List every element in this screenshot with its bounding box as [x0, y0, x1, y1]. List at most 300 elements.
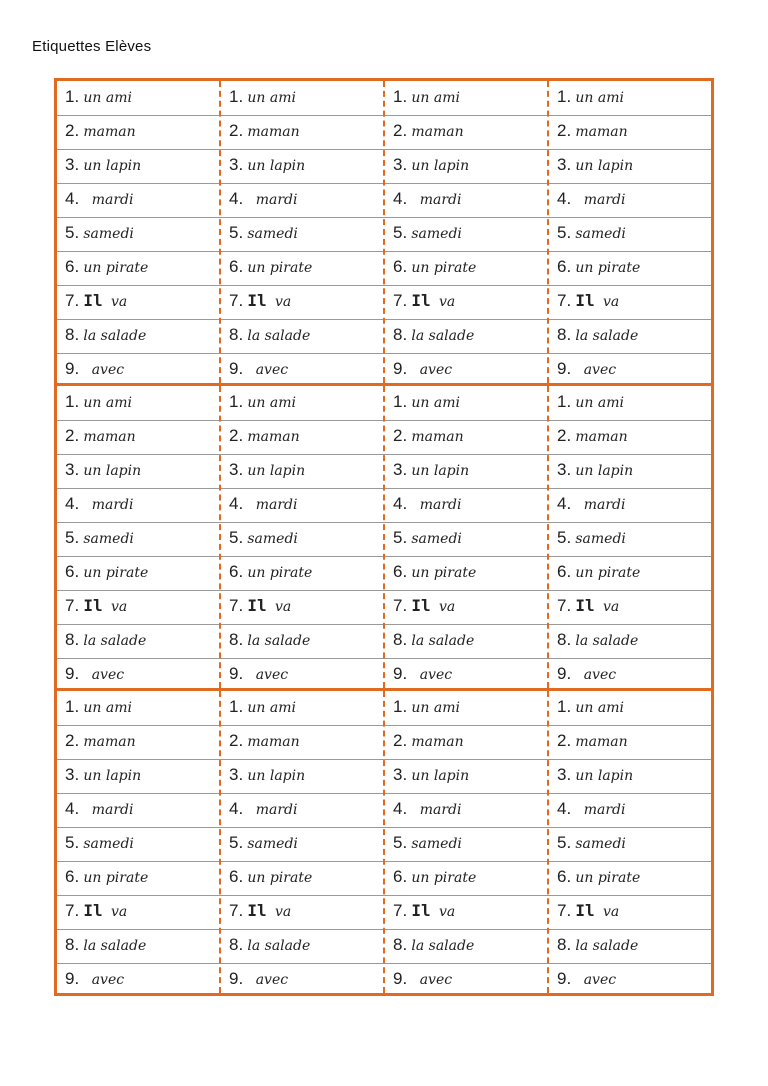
cut-line	[547, 81, 549, 383]
label-number: 1.	[65, 87, 80, 106]
label-number: 7.	[557, 901, 572, 920]
label-word: avec	[583, 972, 617, 988]
word-label	[229, 623, 381, 657]
word-label	[229, 250, 381, 284]
word-label	[393, 352, 545, 386]
word-label	[393, 284, 545, 318]
label-number: 3.	[393, 460, 408, 479]
label-word: samedi	[83, 836, 134, 852]
label-word: mardi	[583, 192, 626, 208]
label-word: un ami	[411, 700, 460, 716]
word-label	[229, 860, 381, 894]
word-label	[557, 114, 709, 148]
label-number: 8.	[557, 935, 572, 954]
label-word: va	[110, 904, 128, 920]
label-word: va	[602, 294, 620, 310]
word-label	[393, 589, 545, 623]
label-number: 9.	[557, 664, 572, 683]
cut-line	[547, 691, 549, 993]
label-pronoun: Il	[575, 291, 595, 310]
label-word: un lapin	[83, 158, 142, 174]
label-number: 4.	[393, 189, 408, 208]
label-word: va	[438, 599, 456, 615]
label-word: mardi	[255, 192, 298, 208]
label-word: maman	[83, 429, 136, 445]
label-number: 1.	[229, 392, 244, 411]
word-label	[65, 385, 217, 419]
label-number: 3.	[557, 460, 572, 479]
word-label	[557, 589, 709, 623]
label-word: un lapin	[575, 768, 634, 784]
word-label	[229, 182, 381, 216]
word-label	[229, 419, 381, 453]
word-label	[65, 284, 217, 318]
word-label	[557, 453, 709, 487]
label-number: 8.	[557, 325, 572, 344]
word-label	[65, 182, 217, 216]
label-word: maman	[575, 429, 628, 445]
label-word: un ami	[83, 395, 132, 411]
label-number: 8.	[229, 630, 244, 649]
word-label	[65, 148, 217, 182]
word-label	[393, 894, 545, 928]
label-number: 1.	[393, 87, 408, 106]
word-label	[65, 80, 217, 114]
word-label	[393, 80, 545, 114]
label-word: la salade	[411, 633, 475, 649]
label-word: va	[274, 599, 292, 615]
label-word: avec	[255, 667, 289, 683]
label-number: 5.	[65, 223, 80, 242]
word-label	[65, 894, 217, 928]
label-number: 5.	[65, 528, 80, 547]
label-word: samedi	[575, 836, 626, 852]
label-word: un lapin	[411, 463, 470, 479]
label-number: 2.	[393, 426, 408, 445]
label-number: 4.	[229, 494, 244, 513]
word-label	[65, 216, 217, 250]
label-word: un ami	[575, 395, 624, 411]
label-number: 8.	[393, 630, 408, 649]
label-number: 1.	[65, 392, 80, 411]
label-pronoun: Il	[411, 596, 431, 615]
word-label	[229, 216, 381, 250]
label-number: 2.	[393, 121, 408, 140]
label-number: 3.	[229, 155, 244, 174]
word-label	[393, 487, 545, 521]
label-word: va	[274, 904, 292, 920]
label-word: va	[602, 599, 620, 615]
label-number: 6.	[557, 562, 572, 581]
label-number: 4.	[557, 189, 572, 208]
label-word: samedi	[247, 836, 298, 852]
word-label	[393, 826, 545, 860]
label-word: un pirate	[575, 260, 641, 276]
label-word: va	[274, 294, 292, 310]
label-word: la salade	[83, 938, 147, 954]
page-title: Etiquettes Elèves	[32, 38, 152, 55]
label-block	[54, 78, 714, 386]
label-word: mardi	[419, 497, 462, 513]
word-label	[65, 453, 217, 487]
word-label	[393, 148, 545, 182]
cut-line	[219, 691, 221, 993]
cut-line	[383, 81, 385, 383]
label-number: 2.	[65, 426, 80, 445]
label-word: va	[438, 904, 456, 920]
label-number: 3.	[557, 765, 572, 784]
label-number: 6.	[557, 867, 572, 886]
word-label	[557, 318, 709, 352]
word-label	[65, 623, 217, 657]
label-number: 2.	[65, 731, 80, 750]
label-word: va	[438, 294, 456, 310]
label-pronoun: Il	[247, 901, 267, 920]
label-number: 4.	[65, 799, 80, 818]
label-word: samedi	[411, 836, 462, 852]
label-word: samedi	[83, 531, 134, 547]
label-word: la salade	[247, 633, 311, 649]
label-number: 9.	[393, 664, 408, 683]
label-number: 6.	[393, 257, 408, 276]
label-number: 2.	[557, 731, 572, 750]
label-word: la salade	[247, 938, 311, 954]
label-number: 1.	[557, 392, 572, 411]
word-label	[393, 758, 545, 792]
word-label	[557, 826, 709, 860]
label-number: 8.	[393, 935, 408, 954]
label-number: 7.	[65, 596, 80, 615]
label-word: avec	[419, 972, 453, 988]
label-word: mardi	[91, 497, 134, 513]
label-word: samedi	[411, 226, 462, 242]
label-pronoun: Il	[411, 291, 431, 310]
label-word: va	[110, 599, 128, 615]
label-pronoun: Il	[575, 596, 595, 615]
word-label	[557, 792, 709, 826]
label-word: mardi	[91, 192, 134, 208]
label-word: maman	[247, 429, 300, 445]
word-label	[65, 521, 217, 555]
label-sheet	[54, 78, 714, 1005]
label-number: 3.	[65, 765, 80, 784]
label-word: maman	[247, 124, 300, 140]
label-number: 7.	[229, 291, 244, 310]
word-label	[229, 284, 381, 318]
label-number: 8.	[65, 935, 80, 954]
label-number: 4.	[393, 799, 408, 818]
word-label	[229, 928, 381, 962]
word-label	[393, 623, 545, 657]
word-label	[557, 352, 709, 386]
word-label	[229, 521, 381, 555]
word-label	[393, 385, 545, 419]
label-number: 2.	[393, 731, 408, 750]
word-label	[65, 690, 217, 724]
word-label	[65, 419, 217, 453]
label-word: un lapin	[411, 158, 470, 174]
word-label	[393, 962, 545, 996]
word-label	[557, 250, 709, 284]
word-label	[393, 521, 545, 555]
word-label	[393, 690, 545, 724]
label-word: va	[110, 294, 128, 310]
word-label	[393, 216, 545, 250]
word-label	[65, 114, 217, 148]
label-number: 9.	[65, 969, 80, 988]
cut-line	[383, 691, 385, 993]
word-label	[557, 724, 709, 758]
word-label	[65, 758, 217, 792]
word-label	[557, 182, 709, 216]
label-word: maman	[411, 429, 464, 445]
label-word: la salade	[83, 328, 147, 344]
label-number: 5.	[557, 833, 572, 852]
label-word: un pirate	[575, 565, 641, 581]
word-label	[557, 80, 709, 114]
label-number: 3.	[393, 155, 408, 174]
word-label	[557, 894, 709, 928]
label-word: un lapin	[575, 463, 634, 479]
label-number: 2.	[229, 121, 244, 140]
label-word: un pirate	[247, 870, 313, 886]
word-label	[557, 928, 709, 962]
word-label	[65, 962, 217, 996]
label-word: maman	[83, 124, 136, 140]
label-word: un pirate	[411, 565, 477, 581]
word-label	[557, 521, 709, 555]
word-label	[393, 250, 545, 284]
word-label	[229, 758, 381, 792]
label-number: 3.	[65, 155, 80, 174]
label-word: maman	[247, 734, 300, 750]
label-number: 7.	[65, 901, 80, 920]
label-number: 1.	[557, 87, 572, 106]
word-label	[393, 453, 545, 487]
label-number: 6.	[229, 257, 244, 276]
label-number: 7.	[65, 291, 80, 310]
label-number: 7.	[557, 291, 572, 310]
label-number: 8.	[65, 630, 80, 649]
label-word: samedi	[575, 531, 626, 547]
label-number: 5.	[229, 223, 244, 242]
label-number: 5.	[557, 223, 572, 242]
label-number: 5.	[393, 223, 408, 242]
label-word: avec	[419, 667, 453, 683]
label-number: 9.	[557, 359, 572, 378]
label-number: 8.	[557, 630, 572, 649]
label-number: 4.	[393, 494, 408, 513]
word-label	[229, 80, 381, 114]
label-number: 1.	[229, 87, 244, 106]
label-number: 6.	[65, 867, 80, 886]
word-label	[229, 352, 381, 386]
label-number: 3.	[557, 155, 572, 174]
label-word: maman	[83, 734, 136, 750]
label-word: la salade	[575, 633, 639, 649]
label-number: 8.	[65, 325, 80, 344]
label-word: avec	[419, 362, 453, 378]
label-word: avec	[255, 972, 289, 988]
label-number: 4.	[229, 799, 244, 818]
label-number: 7.	[393, 291, 408, 310]
label-word: avec	[583, 362, 617, 378]
label-word: samedi	[411, 531, 462, 547]
label-word: un ami	[247, 90, 296, 106]
word-label	[229, 724, 381, 758]
word-label	[393, 657, 545, 691]
label-word: un lapin	[411, 768, 470, 784]
label-pronoun: Il	[83, 596, 103, 615]
word-label	[557, 385, 709, 419]
word-label	[65, 826, 217, 860]
label-number: 9.	[393, 359, 408, 378]
label-number: 1.	[557, 697, 572, 716]
word-label	[393, 419, 545, 453]
label-number: 9.	[65, 664, 80, 683]
label-word: un ami	[83, 90, 132, 106]
word-label	[65, 250, 217, 284]
label-number: 9.	[557, 969, 572, 988]
word-label	[65, 352, 217, 386]
label-number: 2.	[229, 731, 244, 750]
label-word: mardi	[255, 802, 298, 818]
label-number: 8.	[229, 325, 244, 344]
label-word: avec	[91, 667, 125, 683]
label-word: maman	[411, 124, 464, 140]
word-label	[557, 690, 709, 724]
word-label	[65, 928, 217, 962]
label-number: 9.	[229, 969, 244, 988]
label-word: avec	[91, 972, 125, 988]
label-number: 3.	[65, 460, 80, 479]
label-number: 7.	[229, 901, 244, 920]
word-label	[65, 792, 217, 826]
label-word: maman	[575, 124, 628, 140]
word-label	[65, 860, 217, 894]
word-label	[65, 589, 217, 623]
word-label	[557, 657, 709, 691]
label-word: un ami	[575, 700, 624, 716]
label-number: 5.	[65, 833, 80, 852]
label-word: un lapin	[247, 768, 306, 784]
word-label	[393, 114, 545, 148]
label-word: un ami	[575, 90, 624, 106]
label-pronoun: Il	[247, 596, 267, 615]
label-block	[54, 383, 714, 691]
label-number: 3.	[393, 765, 408, 784]
word-label	[393, 724, 545, 758]
label-word: un lapin	[247, 158, 306, 174]
label-number: 7.	[393, 596, 408, 615]
label-number: 1.	[393, 392, 408, 411]
word-label	[393, 928, 545, 962]
label-word: un pirate	[83, 565, 149, 581]
label-word: la salade	[411, 328, 475, 344]
word-label	[229, 690, 381, 724]
label-pronoun: Il	[411, 901, 431, 920]
word-label	[557, 962, 709, 996]
label-number: 6.	[65, 562, 80, 581]
word-label	[393, 555, 545, 589]
label-number: 2.	[65, 121, 80, 140]
label-word: un pirate	[247, 565, 313, 581]
word-label	[557, 623, 709, 657]
label-number: 9.	[393, 969, 408, 988]
label-word: un lapin	[83, 463, 142, 479]
word-label	[557, 148, 709, 182]
cut-line	[219, 81, 221, 383]
word-label	[65, 318, 217, 352]
label-number: 8.	[393, 325, 408, 344]
word-label	[393, 792, 545, 826]
label-word: mardi	[255, 497, 298, 513]
label-word: maman	[411, 734, 464, 750]
word-label	[65, 555, 217, 589]
label-word: mardi	[583, 497, 626, 513]
word-label	[229, 318, 381, 352]
label-number: 7.	[229, 596, 244, 615]
cut-line	[383, 386, 385, 688]
label-number: 6.	[393, 867, 408, 886]
label-number: 9.	[229, 664, 244, 683]
label-word: samedi	[247, 531, 298, 547]
label-number: 7.	[557, 596, 572, 615]
label-word: un pirate	[83, 870, 149, 886]
label-word: mardi	[419, 192, 462, 208]
label-word: un lapin	[83, 768, 142, 784]
word-label	[229, 962, 381, 996]
label-pronoun: Il	[247, 291, 267, 310]
label-number: 2.	[557, 426, 572, 445]
label-number: 9.	[65, 359, 80, 378]
label-word: la salade	[83, 633, 147, 649]
label-word: mardi	[583, 802, 626, 818]
label-number: 5.	[229, 528, 244, 547]
label-number: 5.	[557, 528, 572, 547]
label-pronoun: Il	[575, 901, 595, 920]
word-label	[557, 758, 709, 792]
label-number: 8.	[229, 935, 244, 954]
label-number: 4.	[557, 494, 572, 513]
word-label	[229, 826, 381, 860]
label-word: un pirate	[411, 870, 477, 886]
word-label	[393, 318, 545, 352]
label-number: 1.	[65, 697, 80, 716]
label-word: un ami	[411, 395, 460, 411]
word-label	[557, 860, 709, 894]
label-word: va	[602, 904, 620, 920]
label-word: mardi	[419, 802, 462, 818]
word-label	[229, 555, 381, 589]
label-number: 5.	[393, 528, 408, 547]
label-word: la salade	[575, 938, 639, 954]
label-number: 2.	[229, 426, 244, 445]
label-word: un ami	[83, 700, 132, 716]
word-label	[229, 385, 381, 419]
label-word: samedi	[83, 226, 134, 242]
label-word: un pirate	[83, 260, 149, 276]
word-label	[557, 284, 709, 318]
label-word: un pirate	[575, 870, 641, 886]
label-number: 3.	[229, 460, 244, 479]
label-number: 3.	[229, 765, 244, 784]
cut-line	[547, 386, 549, 688]
label-word: un ami	[247, 395, 296, 411]
label-number: 6.	[229, 562, 244, 581]
word-label	[557, 216, 709, 250]
label-number: 6.	[229, 867, 244, 886]
